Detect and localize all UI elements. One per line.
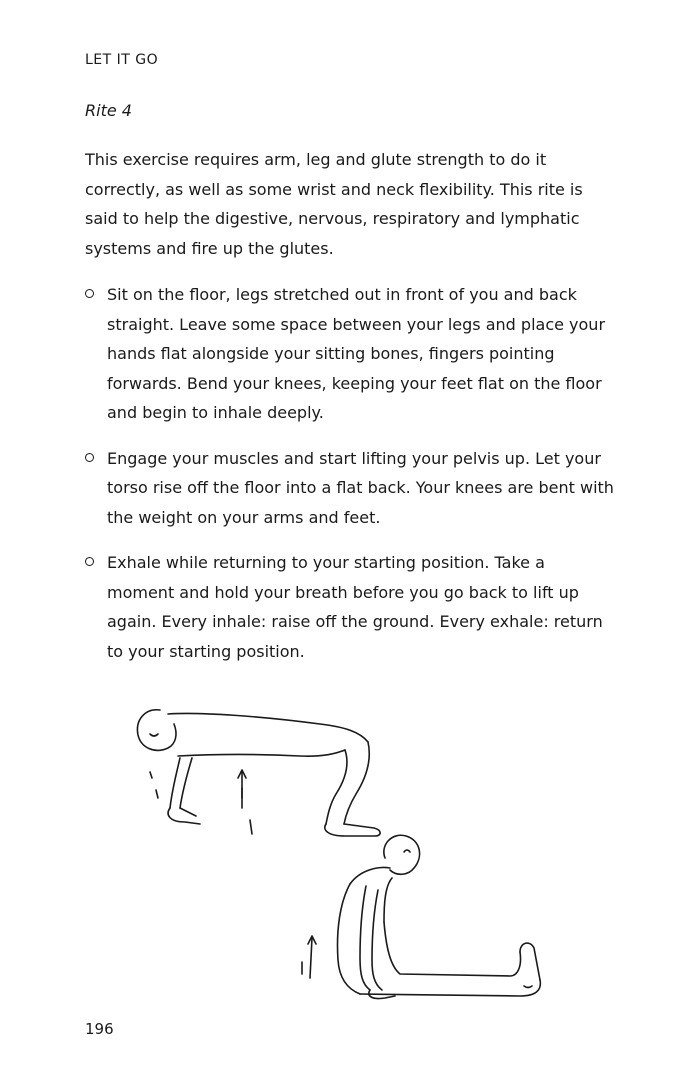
step-list <box>85 280 615 682</box>
step-text: Exhale while returning to your starting position. Take a moment and hold your breath before you go back to lift up again. Every inhale: raise off the ground. Every exhale: return to your starting position. <box>107 553 603 661</box>
rite-title: Rite 4 <box>85 101 132 120</box>
bullet-circle-icon <box>85 289 94 298</box>
step-item-3 <box>85 548 615 666</box>
step-item-1 <box>85 280 615 428</box>
tabletop-pose-figure <box>137 710 380 836</box>
bullet-circle-icon <box>85 557 94 566</box>
step-text: Engage your muscles and start lifting your pelvis up. Let your torso rise off the floor into a flat back. Your knees are bent with the weight on your arms and feet. <box>107 448 614 527</box>
step-text: Sit on the floor, legs stretched out in front of you and back straight. Leave some space between your legs and place your hands flat alongside your sitting bones, fingers pointing forwards. Bend your knees, keeping your feet flat on the floor and begin to inhale deeply. <box>107 285 606 422</box>
page-number: 196 <box>85 1020 114 1038</box>
exercise-illustration <box>0 690 693 1010</box>
seated-pose-figure <box>302 835 540 998</box>
running-head: LET IT GO <box>85 52 159 68</box>
intro-paragraph: This exercise requires arm, leg and glute strength to do it correctly, as well as some wrist and neck flexibility. This rite is said to help the digestive, nervous, respiratory and lymphatic systems and fire up the glutes. <box>85 150 583 258</box>
step-item-2 <box>85 444 615 533</box>
bullet-circle-icon <box>85 453 94 462</box>
